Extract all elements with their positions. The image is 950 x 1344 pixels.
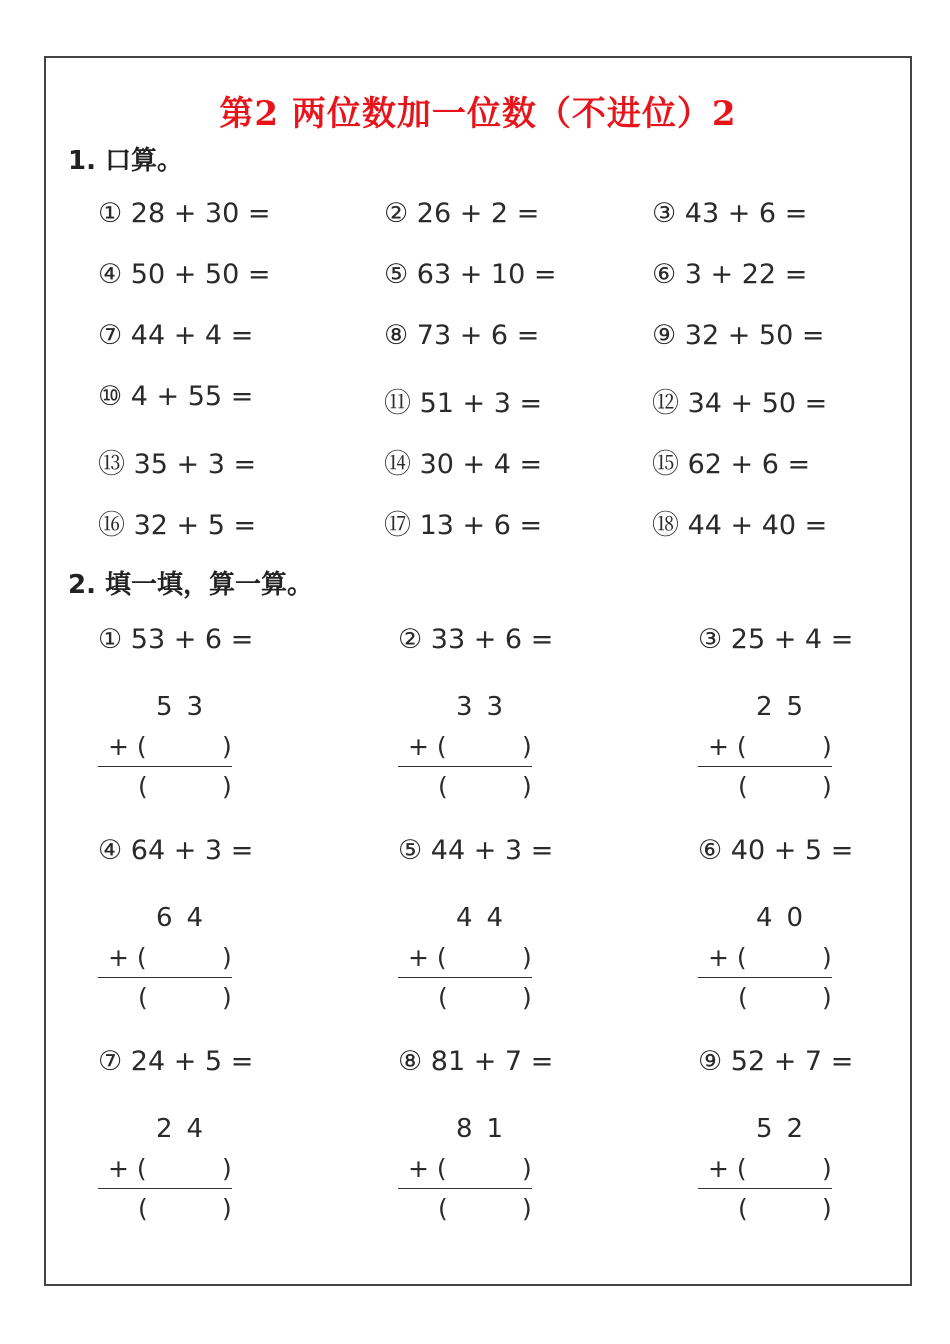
sum-blank-close: ) — [822, 772, 832, 801]
sum-blank-open[interactable]: ( — [738, 983, 748, 1012]
addend-blank-open[interactable]: + ( — [708, 943, 747, 972]
sum-blank-close: ) — [222, 983, 232, 1012]
sum-blank-open[interactable]: ( — [138, 983, 148, 1012]
addend-blank-close: ) — [522, 943, 532, 972]
addend-blank-close: ) — [222, 1154, 232, 1183]
addend-blank-open[interactable]: + ( — [108, 1154, 147, 1183]
sum-blank-open[interactable]: ( — [438, 983, 448, 1012]
sum-blank-open[interactable]: ( — [138, 1194, 148, 1223]
oral-item-16: ⑯ 32 + 5 = — [98, 510, 257, 541]
fill-equation-3: ③ 25 + 4 = — [698, 624, 854, 655]
oral-item-2: ② 26 + 2 = — [384, 198, 540, 229]
oral-item-13: ⑬ 35 + 3 = — [98, 449, 257, 480]
vertical-form-8 — [398, 1114, 534, 1229]
addend-blank-open[interactable]: + ( — [708, 1154, 747, 1183]
addend-top: 64 — [156, 903, 218, 933]
worksheet-border — [44, 56, 912, 1286]
addend-top: 53 — [156, 692, 218, 722]
vertical-form-7 — [98, 1114, 234, 1229]
sum-blank-open[interactable]: ( — [738, 772, 748, 801]
oral-item-14: ⑭ 30 + 4 = — [384, 449, 543, 480]
addend-blank-close: ) — [222, 732, 232, 761]
addend-blank-open[interactable]: + ( — [108, 732, 147, 761]
addend-top: 24 — [156, 1114, 218, 1144]
oral-item-3: ③ 43 + 6 = — [652, 198, 808, 229]
addend-blank-close: ) — [822, 732, 832, 761]
addend-top: 52 — [756, 1114, 818, 1144]
sum-line — [698, 766, 832, 767]
fill-equation-5: ⑤ 44 + 3 = — [398, 835, 554, 866]
sum-blank-open[interactable]: ( — [438, 772, 448, 801]
addend-top: 40 — [756, 903, 818, 933]
addend-blank-close: ) — [222, 943, 232, 972]
fill-equation-1: ① 53 + 6 = — [98, 624, 254, 655]
sum-blank-close: ) — [822, 1194, 832, 1223]
oral-item-1: ① 28 + 30 = — [98, 198, 271, 229]
vertical-form-6 — [698, 903, 834, 1018]
oral-item-4: ④ 50 + 50 = — [98, 259, 271, 290]
vertical-form-3 — [698, 692, 834, 807]
oral-item-5: ⑤ 63 + 10 = — [384, 259, 557, 290]
addend-top: 81 — [456, 1114, 518, 1144]
fill-equation-6: ⑥ 40 + 5 = — [698, 835, 854, 866]
sum-line — [398, 977, 532, 978]
fill-equation-9: ⑨ 52 + 7 = — [698, 1046, 854, 1077]
sum-line — [398, 1188, 532, 1189]
oral-item-9: ⑨ 32 + 50 = — [652, 320, 825, 351]
sum-blank-close: ) — [222, 772, 232, 801]
oral-item-12: ⑫ 34 + 50 = — [652, 388, 828, 419]
addend-blank-open[interactable]: + ( — [408, 732, 447, 761]
sum-line — [698, 1188, 832, 1189]
vertical-form-4 — [98, 903, 234, 1018]
fill-equation-8: ⑧ 81 + 7 = — [398, 1046, 554, 1077]
oral-item-8: ⑧ 73 + 6 = — [384, 320, 540, 351]
addend-top: 25 — [756, 692, 818, 722]
sum-blank-close: ) — [222, 1194, 232, 1223]
addend-blank-close: ) — [522, 732, 532, 761]
addend-blank-close: ) — [522, 1154, 532, 1183]
sum-blank-close: ) — [522, 1194, 532, 1223]
section2-heading: 2. 填一填，算一算。 — [68, 570, 314, 600]
sum-line — [698, 977, 832, 978]
vertical-form-1 — [98, 692, 234, 807]
fill-equation-2: ② 33 + 6 = — [398, 624, 554, 655]
vertical-form-2 — [398, 692, 534, 807]
sum-blank-close: ) — [522, 983, 532, 1012]
fill-equation-7: ⑦ 24 + 5 = — [98, 1046, 254, 1077]
addend-blank-close: ) — [822, 1154, 832, 1183]
oral-item-11: ⑪ 51 + 3 = — [384, 388, 543, 419]
sum-blank-close: ) — [522, 772, 532, 801]
addend-blank-open[interactable]: + ( — [408, 1154, 447, 1183]
sum-line — [98, 977, 232, 978]
sum-line — [98, 1188, 232, 1189]
vertical-form-9 — [698, 1114, 834, 1229]
oral-item-15: ⑮ 62 + 6 = — [652, 449, 811, 480]
sum-blank-open[interactable]: ( — [138, 772, 148, 801]
addend-blank-open[interactable]: + ( — [408, 943, 447, 972]
oral-item-18: ⑱ 44 + 40 = — [652, 510, 828, 541]
oral-item-7: ⑦ 44 + 4 = — [98, 320, 254, 351]
sum-blank-close: ) — [822, 983, 832, 1012]
worksheet-title: 第2 两位数加一位数（不进位）2 — [219, 94, 737, 134]
oral-item-17: ⑰ 13 + 6 = — [384, 510, 543, 541]
addend-blank-open[interactable]: + ( — [108, 943, 147, 972]
fill-equation-4: ④ 64 + 3 = — [98, 835, 254, 866]
section1-heading: 1. 口算。 — [68, 146, 184, 176]
addend-top: 44 — [456, 903, 518, 933]
sum-blank-open[interactable]: ( — [738, 1194, 748, 1223]
oral-item-6: ⑥ 3 + 22 = — [652, 259, 808, 290]
sum-line — [398, 766, 532, 767]
addend-blank-close: ) — [822, 943, 832, 972]
addend-top: 33 — [456, 692, 518, 722]
addend-blank-open[interactable]: + ( — [708, 732, 747, 761]
oral-item-10: ⑩ 4 + 55 = — [98, 381, 254, 412]
sum-blank-open[interactable]: ( — [438, 1194, 448, 1223]
vertical-form-5 — [398, 903, 534, 1018]
sum-line — [98, 766, 232, 767]
